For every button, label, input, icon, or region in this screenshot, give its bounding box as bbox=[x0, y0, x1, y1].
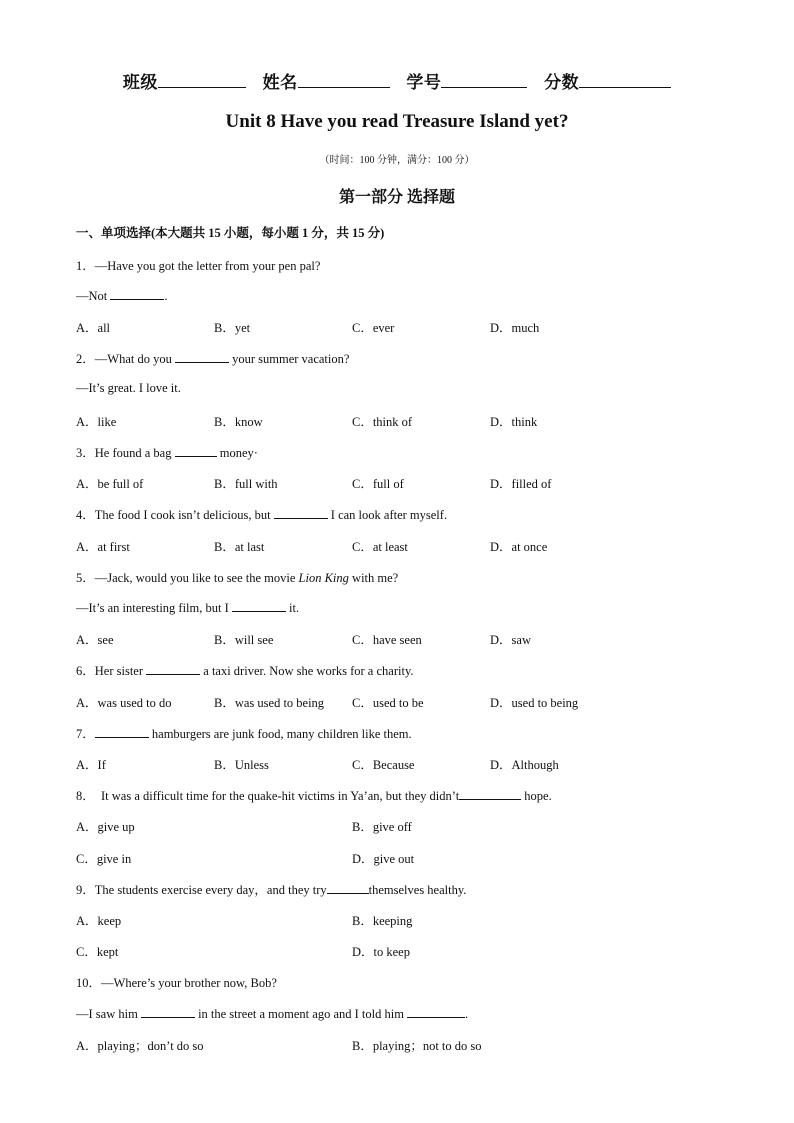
q1-option-d: D．much bbox=[490, 321, 540, 335]
q1-option-a: A．all bbox=[76, 321, 111, 335]
q8-option-a: A．give up bbox=[76, 820, 135, 834]
question-7-stem: 7． hamburgers are junk food, many children like them. bbox=[76, 727, 412, 741]
section-heading: 一、单项选择(本大题共 15 小题，每小题 1 分，共 15 分) bbox=[76, 226, 385, 240]
q3-option-c: C．full of bbox=[352, 477, 404, 491]
q7-option-c: C．Because bbox=[352, 758, 415, 772]
q6-option-c: C．used to be bbox=[352, 696, 424, 710]
question-5-stem: 5．—Jack, would you like to see the movie Lion King with me? bbox=[76, 571, 399, 585]
name-label: 姓名 bbox=[262, 73, 298, 92]
q10-option-a: A．playing；don’t do so bbox=[76, 1039, 204, 1053]
q5-option-b: B．will see bbox=[214, 633, 274, 647]
q6-option-b: B．was used to being bbox=[214, 696, 325, 710]
question-5-response: —It’s an interesting film, but I it. bbox=[76, 601, 300, 615]
q10-option-b: B．playing；not to do so bbox=[352, 1039, 482, 1053]
q6-option-a: A．was used to do bbox=[76, 696, 172, 710]
q2-option-a: A．like bbox=[76, 415, 117, 429]
score-label: 分数 bbox=[544, 73, 580, 92]
q4-option-d: D．at once bbox=[490, 540, 548, 554]
score-blank bbox=[579, 71, 671, 88]
class-blank bbox=[158, 71, 246, 88]
q8-option-c: C．give in bbox=[76, 852, 132, 866]
q9-option-a: A．keep bbox=[76, 914, 122, 928]
q9-option-b: B．keeping bbox=[352, 914, 413, 928]
id-label: 学号 bbox=[406, 73, 442, 92]
q7-option-a: A．If bbox=[76, 758, 106, 772]
page-title: Unit 8 Have you read Treasure Island yet? bbox=[225, 111, 569, 132]
q7-option-d: D．Although bbox=[490, 758, 559, 772]
q4-option-b: B．at last bbox=[214, 540, 265, 554]
question-2-stem: 2．—What do you your summer vacation? bbox=[76, 352, 350, 366]
question-3-stem: 3．He found a bag money· bbox=[76, 446, 258, 460]
q5-option-d: D．saw bbox=[490, 633, 531, 647]
question-8-stem: 8． It was a difficult time for the quake-hit victims in Ya’an, but they didn’t hope. bbox=[76, 789, 552, 803]
page-subtitle: （时间：100 分钟，满分：100 分） bbox=[319, 155, 475, 166]
q2-option-d: D．think bbox=[490, 415, 538, 429]
question-4-stem: 4．The food I cook isn’t delicious, but I can look after myself. bbox=[76, 508, 448, 522]
question-1-stem: 1．—Have you got the letter from your pen pal? bbox=[76, 259, 321, 273]
q4-option-c: C．at least bbox=[352, 540, 408, 554]
id-blank bbox=[441, 71, 527, 88]
q7-option-b: B．Unless bbox=[214, 758, 269, 772]
q5-option-a: A．see bbox=[76, 633, 114, 647]
q1-option-c: C．ever bbox=[352, 321, 395, 335]
question-6-stem: 6．Her sister a taxi driver. Now she works for a charity. bbox=[76, 664, 414, 678]
q3-option-a: A．be full of bbox=[76, 477, 144, 491]
q4-option-a: A．at first bbox=[76, 540, 130, 554]
class-label: 班级 bbox=[122, 73, 158, 92]
question-10-response: —I saw him in the street a moment ago and I told him . bbox=[76, 1007, 469, 1021]
q8-option-b: B．give off bbox=[352, 820, 412, 834]
q5-option-c: C．have seen bbox=[352, 633, 422, 647]
part-heading: 第一部分 选择题 bbox=[338, 189, 455, 206]
question-9-stem: 9．The students exercise every day，and they try themselves healthy. bbox=[76, 883, 467, 897]
q3-option-d: D．filled of bbox=[490, 477, 552, 491]
q9-option-d: D．to keep bbox=[352, 945, 410, 959]
q1-option-b: B．yet bbox=[214, 321, 251, 335]
q3-option-b: B．full with bbox=[214, 477, 278, 491]
name-blank bbox=[298, 71, 390, 88]
q2-option-b: B．know bbox=[214, 415, 263, 429]
question-1-response: —Not . bbox=[76, 289, 168, 303]
q8-option-d: D．give out bbox=[352, 852, 415, 866]
q2-option-c: C．think of bbox=[352, 415, 413, 429]
q9-option-c: C．kept bbox=[76, 945, 119, 959]
question-10-stem: 10．—Where’s your brother now, Bob? bbox=[76, 976, 277, 990]
student-info-line bbox=[0, 68, 794, 93]
q6-option-d: D．used to being bbox=[490, 696, 579, 710]
question-2-response: —It’s great. I love it. bbox=[76, 381, 181, 395]
